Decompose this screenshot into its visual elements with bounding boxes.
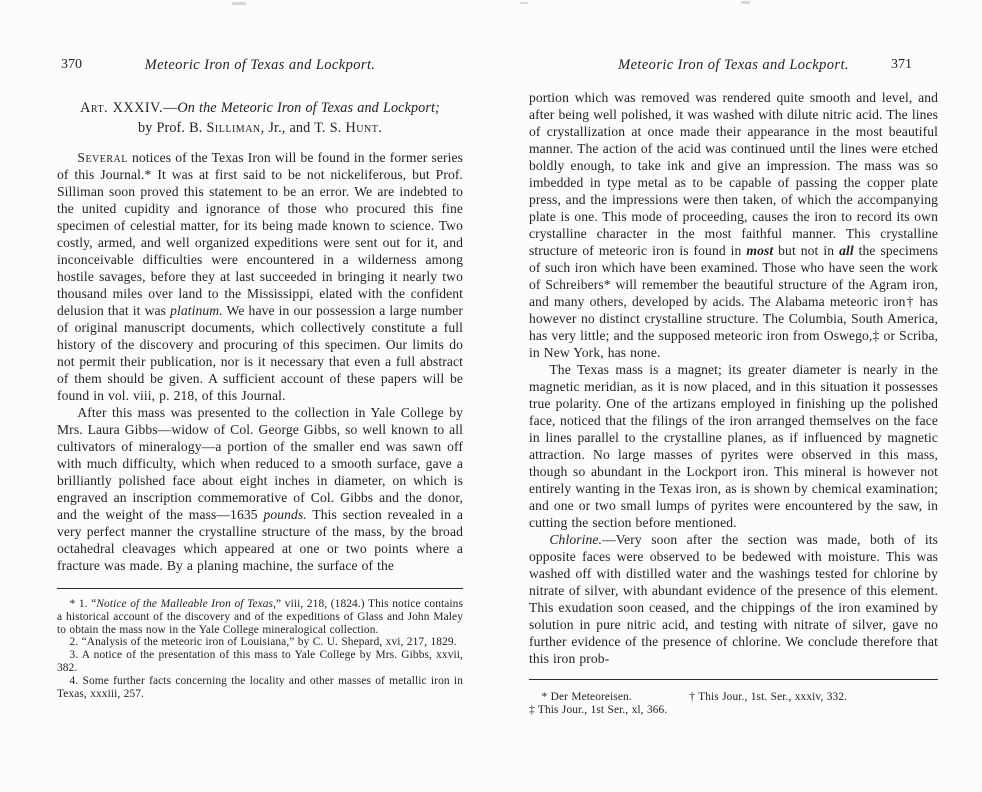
body-text-left [57, 149, 463, 574]
footnote: ‡ This Jour., 1st Ser., xl, 366. [529, 703, 668, 716]
page-left [57, 0, 463, 700]
footnote-rule-right [529, 679, 938, 680]
footnote: 4. Some further facts concerning the locality and other masses of metallic iron in Texas, xxxiii, 257. [57, 674, 463, 700]
body-paragraph: After this mass was presented to the collection in Yale College by Mrs. Laura Gibbs—widow of Col. George Gibbs, so well known to all cultivators of mineralogy—a portion of the smaller end was sawn off with much difficulty, which when reduced to a smooth surface, gave a brilliantly polished face about eight inches in diameter, on which is engraved an inscription commemorative of Col. Gibbs and the donor, and the weight of the mass—1635 pounds. This section revealed in a very perfect manner the crystalline structure of the mass, by the broad octahedral cleavages which appeared at one or two points where a fracture was made. By a planing machine, the surface of the [57, 405, 463, 573]
scan-speck [520, 2, 528, 4]
article-title-line: by Prof. B. Silliman, Jr., and T. S. Hunt. [138, 120, 382, 136]
footnote: * 1. “Notice of the Malleable Iron of Texas,” viii, 218, (1824.) This notice contains a historical account of the discovery and of the expeditions of Glass and John Maley to obtain the mass now in the Yale College mineralogical collection. [57, 598, 463, 636]
footnotes-left [57, 598, 463, 700]
footnote: 3. A notice of the presentation of this mass to Yale College by Mrs. Gibbs, xxvii, 382. [57, 649, 463, 674]
running-header-left [57, 56, 463, 74]
running-title-left: Meteoric Iron of Texas and Lockport. [144, 57, 376, 73]
footnote: 2. “Analysis of the meteoric iron of Louisiana,” by C. U. Shepard, xvi, 217, 1829. [69, 636, 457, 649]
body-text-right [529, 89, 938, 667]
running-title-right: Meteoric Iron of Texas and Lockport. [618, 57, 849, 73]
footnotes-right [529, 691, 938, 717]
page-number-right: 371 [891, 57, 912, 72]
body-paragraph: Chlorine.—Very soon after the section was made, both of its opposite faces were observed to be bedewed with moisture. This was washed off with distilled water and the washings tested for chlorine by nitrate of silver, with abundant evidence of the presence of this element. This exudation soon ceased, and the chippings of the iron examined by solution in pure nitric acid, and testing with nitrate of silver, gave no further evidence of the presence of chlorine. We conclude therefore that this iron prob- [529, 532, 938, 666]
footnote: * Der Meteoreisen. † This Jour., 1st. Ser., xxxiv, 332. [541, 691, 848, 703]
article-title [57, 98, 463, 138]
article-title-line: Art. XXXIV.—On the Meteoric Iron of Texas and Lockport; [80, 100, 440, 116]
footnote-rule-left [57, 588, 463, 589]
page-number-left: 370 [61, 57, 82, 72]
page-right [529, 0, 938, 717]
running-header-right [529, 56, 938, 74]
body-paragraph: Several notices of the Texas Iron will be found in the former series of this Journal.* It was at first said to be not nickeliferous, but Prof. Silliman soon proved this statement to be an error. We are indebted to the united cupidity and ignorance of those who procured this fine specimen of celestial matter, for its being made known to science. Two costly, armed, and well organized expeditions were sent out for it, and inconceivable difficulties were encountered in a wilderness among hostile savages, before they at last succeeded in bringing it nearly two thousand miles over land to the Mississippi, elated with the confident delusion that it was platinum. We have in our possession a large number of original manuscript documents, which collectively constitute a full history of the discovery and procuring of this specimen. Our limits do not permit their publication, nor is it necessary that even a full abstract of them should be given. A sufficient account of these papers will be found in vol. viii, p. 218, of this Journal. [57, 150, 463, 403]
body-paragraph: portion which was removed was rendered quite smooth and level, and after being well polished, it was washed with dilute nitric acid. The lines of crystallization at once made their appearance in the most beautiful manner. The action of the acid was continued until the lines were etched boldly enough, to take ink and give an impression. The mass was so imbedded in type metal as to be capable of passing the copper plate press, and the impressions were then taken, of which the accompanying plate is one. This mode of proceeding, causes the iron to record its own crystalline character in the most faithful manner. This crystalline structure of meteoric iron is found in most but not in all the specimens of such iron which have been examined. Those who have seen the work of Schreibers* will remember the beautiful structure of the Agram iron, and many others, developed by acids. The Alabama meteoric iron† has however no distinct crystalline structure. The Columbia, South America, has very little; and the supposed meteoric iron from Oswego,‡ or Scriba, in New York, has none. [529, 90, 939, 360]
body-paragraph: The Texas mass is a magnet; its greater diameter is nearly in the magnetic meridian, as it is now placed, and in this situation it possesses true polarity. One of the artizans employed in finishing up the polished face, noticed that the filings of the iron arranged themselves on the face in lines parallel to the crystalline planes, as if influenced by magnetic attraction. No large masses of pyrites were observed in this mass, though so abundant in the Lockport iron. This mineral is however not entirely wanting in the Texas iron, as is shown by chemical examination; and one or two small lumps of pyrites were encountered by the saw, in cutting the section before mentioned. [529, 362, 938, 530]
